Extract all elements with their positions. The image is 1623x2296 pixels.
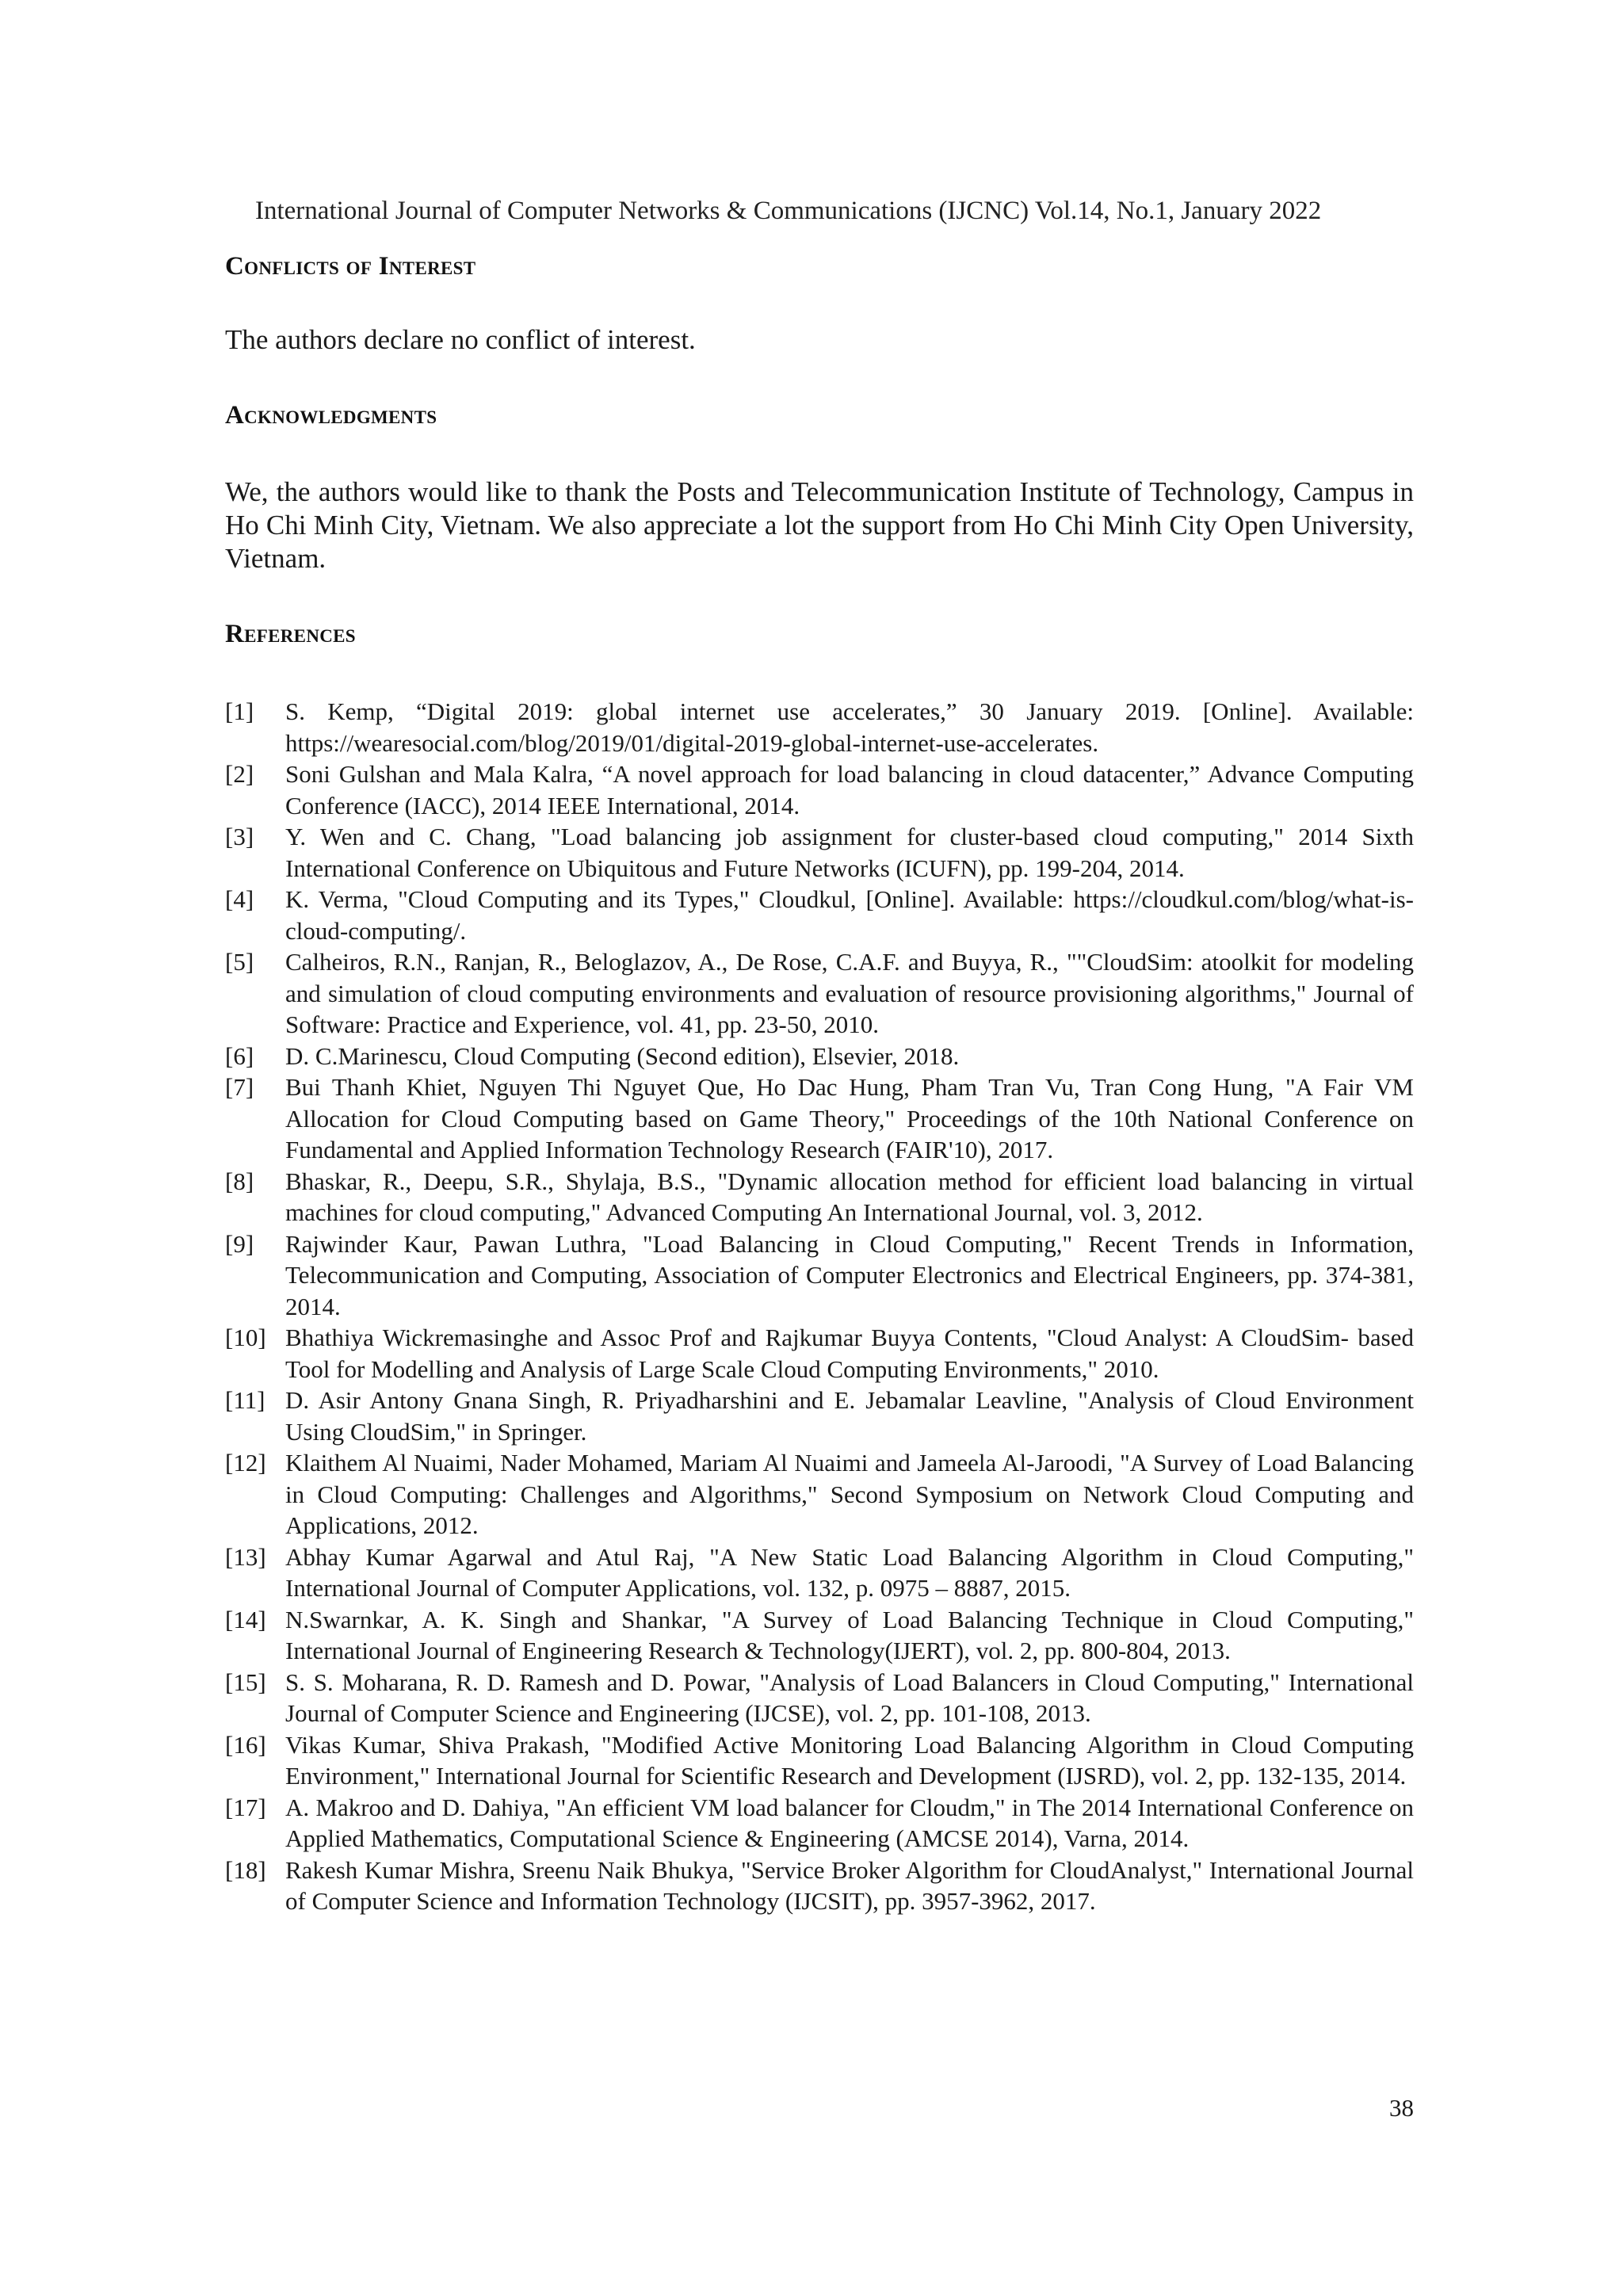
- reference-text: Rajwinder Kaur, Pawan Luthra, "Load Balancing in Cloud Computing," Recent Trends in Information, Telecommunication and Computing, Association of Computer Electronics and Electrical Engineers, pp. 374-381, 2014.: [285, 1229, 1414, 1320]
- reference-item: [225, 946, 1414, 1041]
- reference-number: [8]: [225, 1167, 254, 1195]
- reference-text: D. Asir Antony Gnana Singh, R. Priyadharshini and E. Jebamalar Leavline, "Analysis of Cloud Environment Using CloudSim," in Springer.: [285, 1386, 1414, 1446]
- reference-text: N.Swarnkar, A. K. Singh and Shankar, "A Survey of Load Balancing Technique in Cloud Computing," International Journal of Engineering Research & Technology(IJERT), vol. 2, pp. 800-804, 2013.: [285, 1605, 1414, 1664]
- reference-number: [5]: [225, 948, 254, 976]
- conflicts-heading: Conflicts of Interest: [225, 252, 476, 281]
- reference-number: [11]: [225, 1386, 265, 1414]
- reference-item: [225, 1541, 1414, 1604]
- reference-item: [225, 1667, 1414, 1729]
- reference-item: [225, 884, 1414, 946]
- reference-item: [225, 696, 1414, 758]
- reference-item: [225, 1385, 1414, 1447]
- reference-text: S. S. Moharana, R. D. Ramesh and D. Powar, "Analysis of Load Balancers in Cloud Computing," International Journal of Computer Science and Engineering (IJCSE), vol. 2, pp. 101-108, 2013.: [285, 1668, 1414, 1727]
- acknowledgments-heading: Acknowledgments: [225, 401, 437, 430]
- reference-text: Soni Gulshan and Mala Kalra, “A novel approach for load balancing in cloud datacenter,” Advance Computing Conference (IACC), 2014 IEEE International, 2014.: [285, 760, 1414, 819]
- reference-number: [6]: [225, 1041, 254, 1070]
- reference-number: [17]: [225, 1793, 266, 1821]
- reference-number: [3]: [225, 823, 254, 850]
- reference-text: Klaithem Al Nuaimi, Nader Mohamed, Mariam Al Nuaimi and Jameela Al-Jaroodi, "A Survey of Load Balancing in Cloud Computing: Challenges and Algorithms," Second Symposium on Network Cloud Computing and Applications, 2012.: [285, 1449, 1414, 1539]
- reference-number: [14]: [225, 1605, 266, 1633]
- reference-text: Abhay Kumar Agarwal and Atul Raj, "A New Static Load Balancing Algorithm in Cloud Computing," International Journal of Computer Applications, vol. 132, p. 0975 – 8887, 2015.: [285, 1542, 1414, 1602]
- reference-number: [10]: [225, 1324, 266, 1351]
- reference-list: [225, 696, 1414, 1917]
- reference-item: [225, 1792, 1414, 1855]
- reference-item: [225, 821, 1414, 884]
- reference-text: Y. Wen and C. Chang, "Load balancing job assignment for cluster-based cloud computing," 2014 Sixth International Conference on Ubiquitous and Future Networks (ICUFN), pp. 199-204, 2014.: [285, 823, 1414, 882]
- references-heading: References: [225, 620, 356, 648]
- reference-item: [225, 1041, 1414, 1072]
- reference-number: [13]: [225, 1542, 266, 1571]
- reference-text: Rakesh Kumar Mishra, Sreenu Naik Bhukya, "Service Broker Algorithm for CloudAnalyst," International Journal of Computer Science and Information Technology (IJCSIT), pp. 3957-3962, 2017.: [285, 1855, 1414, 1915]
- reference-item: [225, 1322, 1414, 1385]
- reference-number: [9]: [225, 1229, 254, 1258]
- reference-text: Vikas Kumar, Shiva Prakash, "Modified Active Monitoring Load Balancing Algorithm in Cloud Computing Environment," International Journal for Scientific Research and Development (IJSRD), vol. 2, pp. 132-135, 2014.: [285, 1730, 1414, 1790]
- reference-number: [2]: [225, 760, 254, 788]
- reference-item: [225, 1072, 1414, 1166]
- reference-text: Bhathiya Wickremasinghe and Assoc Prof and Rajkumar Buyya Contents, "Cloud Analyst: A CloudSim- based Tool for Modelling and Analysis of Large Scale Cloud Computing Environments," 2010.: [285, 1324, 1414, 1383]
- reference-text: K. Verma, "Cloud Computing and its Types," Cloudkul, [Online]. Available: https://cloudkul.com/blog/what-is-cloud-computing/.: [285, 885, 1414, 945]
- reference-number: [16]: [225, 1730, 266, 1759]
- conflicts-text: The authors declare no conflict of interest.: [225, 324, 696, 355]
- reference-text: Bui Thanh Khiet, Nguyen Thi Nguyet Que, Ho Dac Hung, Pham Tran Vu, Tran Cong Hung, "A Fair VM Allocation for Cloud Computing based on Game Theory," Proceedings of the 10th National Conference on Fundamental and Applied Information Technology Research (FAIR'10), 2017.: [285, 1073, 1414, 1163]
- reference-text: D. C.Marinescu, Cloud Computing (Second edition), Elsevier, 2018.: [285, 1041, 960, 1070]
- reference-item: [225, 758, 1414, 821]
- reference-item: [225, 1228, 1414, 1323]
- running-header: International Journal of Computer Networks & Communications (IJCNC) Vol.14, No.1, January 2022: [255, 197, 1322, 225]
- page-content: [225, 250, 1414, 1917]
- reference-item: [225, 1166, 1414, 1228]
- reference-text: A. Makroo and D. Dahiya, "An efficient VM load balancer for Cloudm," in The 2014 International Conference on Applied Mathematics, Computational Science & Engineering (AMCSE 2014), Varna, 2014.: [285, 1793, 1414, 1852]
- reference-item: [225, 1447, 1414, 1541]
- reference-number: [18]: [225, 1855, 266, 1884]
- reference-text: Bhaskar, R., Deepu, S.R., Shylaja, B.S., "Dynamic allocation method for efficient load balancing in virtual machines for cloud computing," Advanced Computing An International Journal, vol. 3, 2012.: [285, 1167, 1414, 1226]
- reference-item: [225, 1855, 1414, 1917]
- reference-item: [225, 1729, 1414, 1792]
- reference-number: [7]: [225, 1073, 254, 1101]
- reference-number: [1]: [225, 697, 254, 725]
- reference-item: [225, 1604, 1414, 1667]
- reference-text: Calheiros, R.N., Ranjan, R., Beloglazov, A., De Rose, C.A.F. and Buyya, R., ""CloudSim: atoolkit for modeling and simulation of cloud computing environments and evaluation of resource provisioning algorithms," Journal of Software: Practice and Experience, vol. 41, pp. 23-50, 2010.: [285, 948, 1414, 1038]
- reference-number: [12]: [225, 1449, 266, 1477]
- acknowledgments-text: We, the authors would like to thank the Posts and Telecommunication Institute of Technology, Campus in Ho Chi Minh City, Vietnam. We also appreciate a lot the support from Ho Chi Minh City Open University, Vietnam.: [225, 476, 1414, 574]
- reference-text: S. Kemp, “Digital 2019: global internet use accelerates,” 30 January 2019. [Online]. Available: https://wearesocial.com/blog/2019/01/digital-2019-global-internet-use-accelerates.: [285, 697, 1414, 757]
- reference-number: [15]: [225, 1668, 266, 1696]
- reference-number: [4]: [225, 885, 254, 913]
- page-number: 38: [1389, 2094, 1414, 2122]
